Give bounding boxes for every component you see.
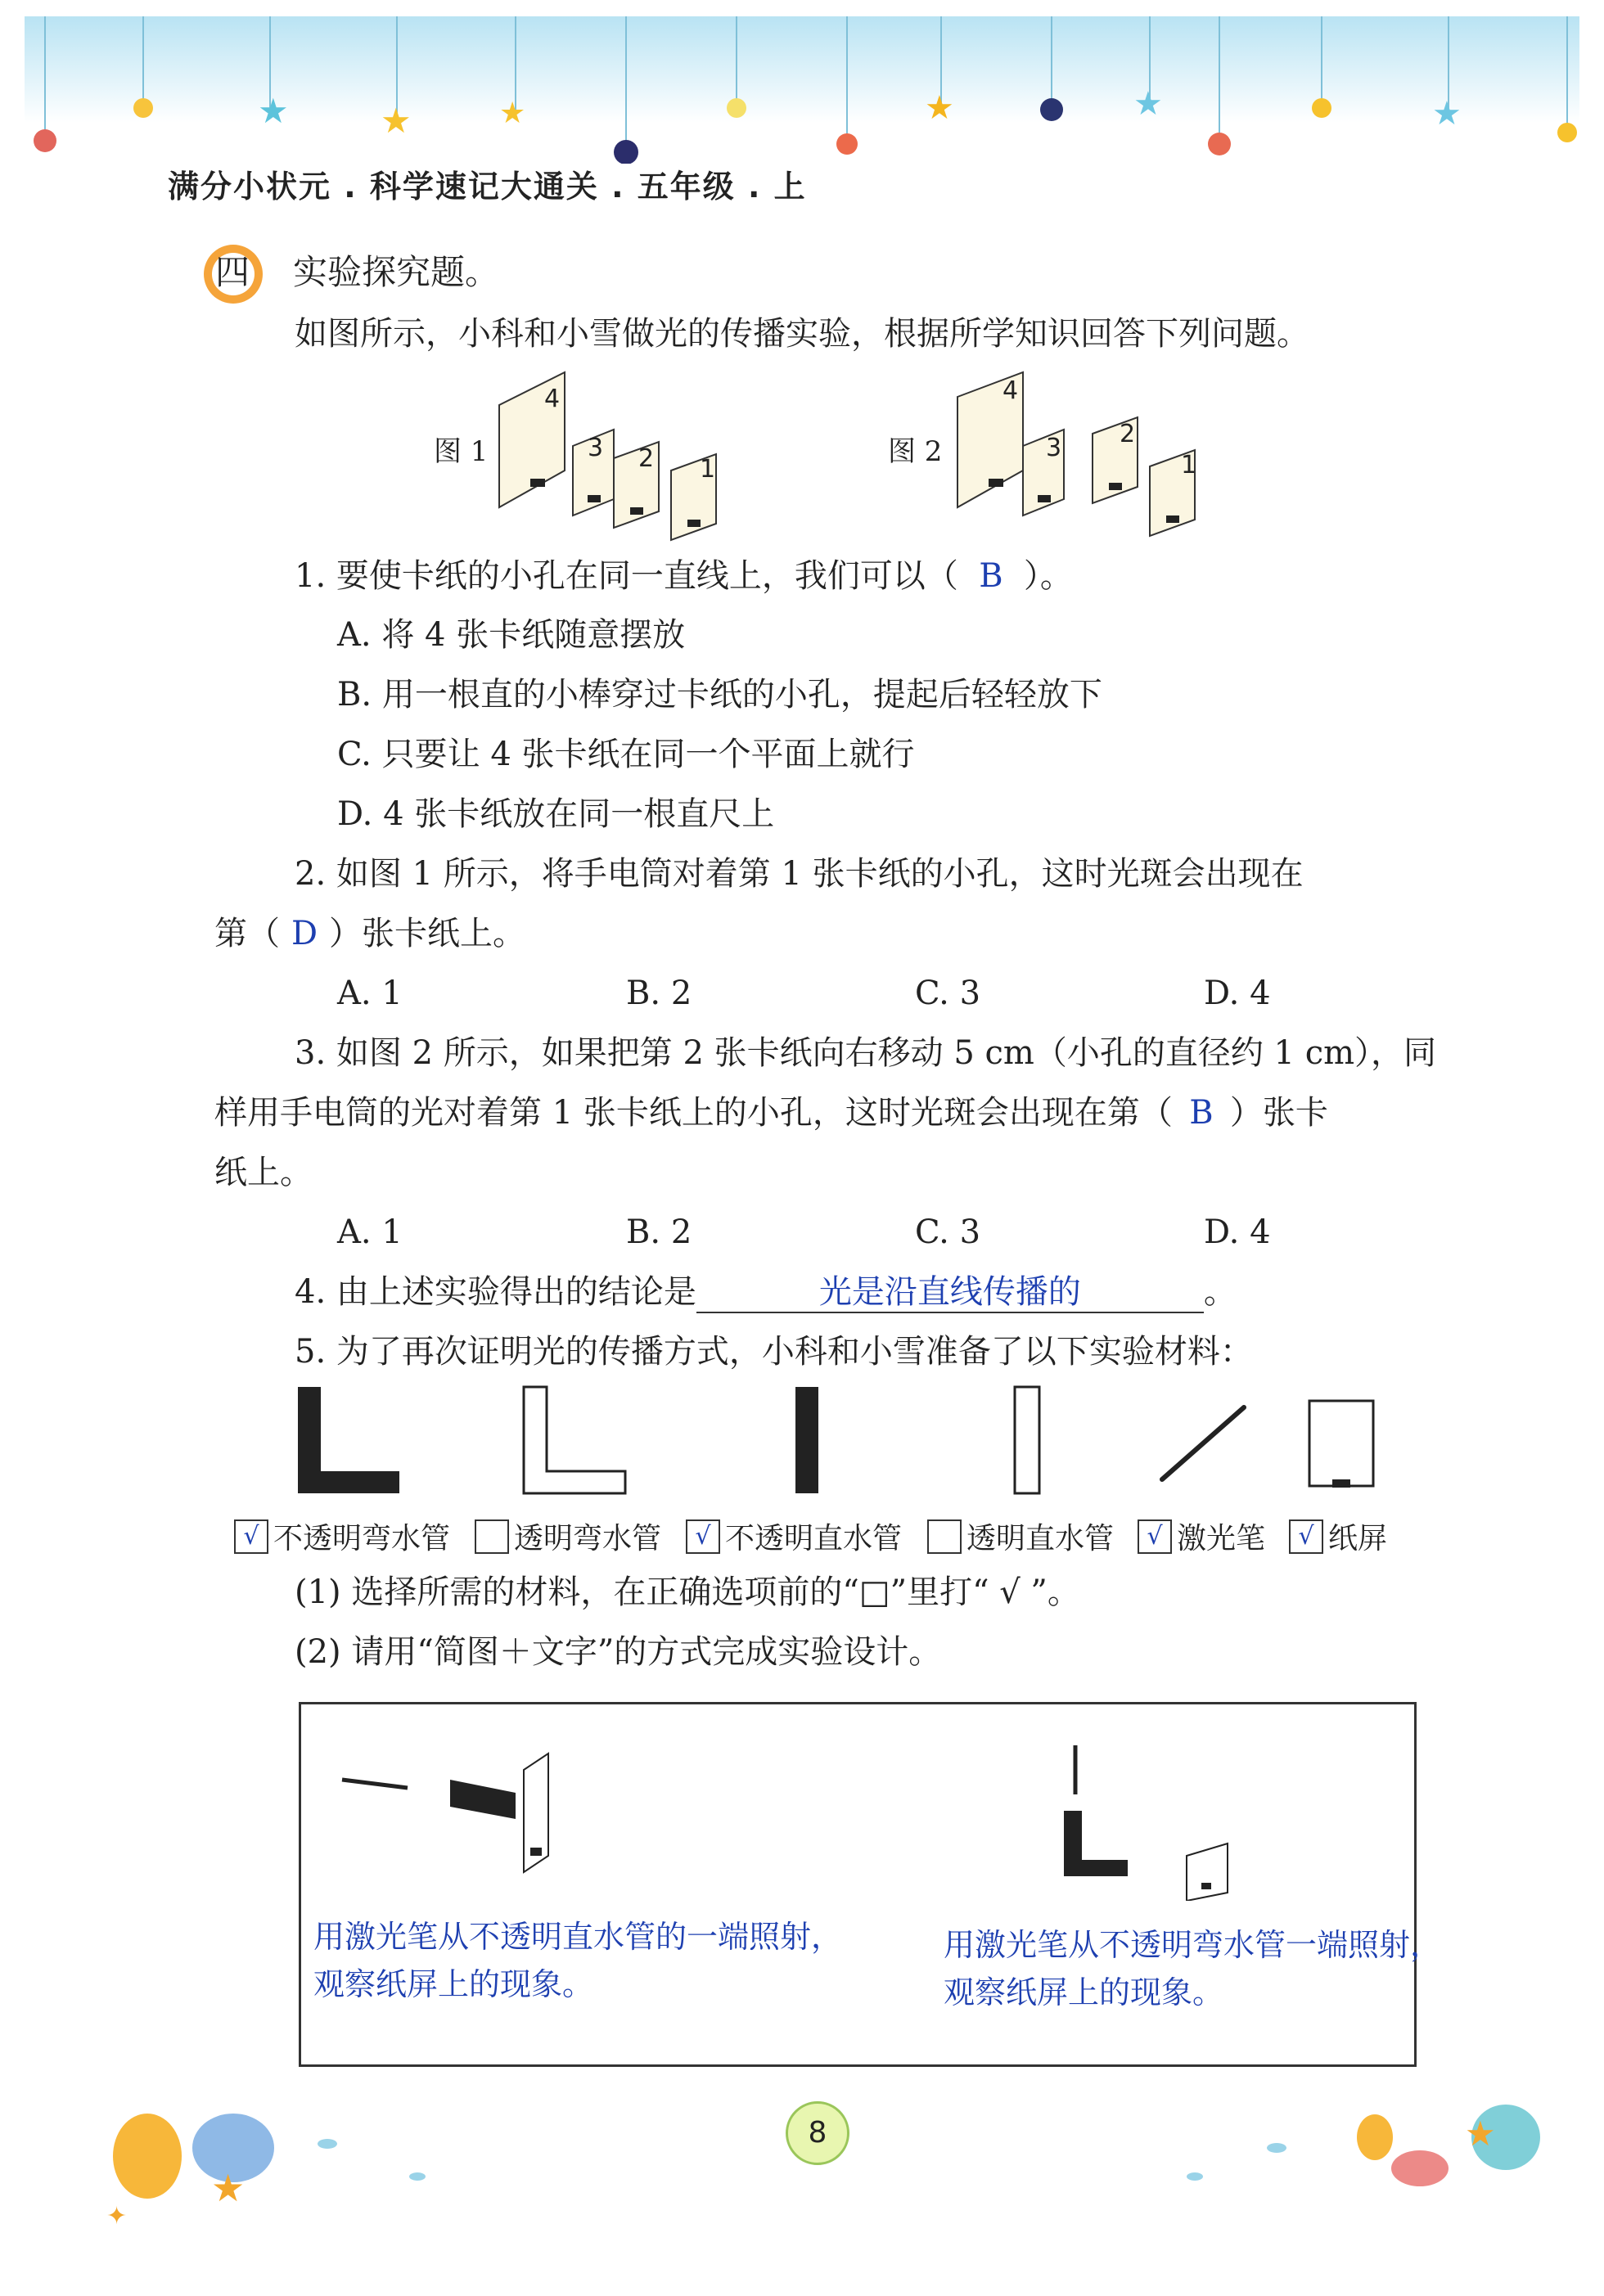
q2-answer: D (291, 915, 318, 952)
svg-text:✦: ✦ (106, 2202, 128, 2231)
checkbox[interactable]: √ (1289, 1519, 1323, 1554)
opaque-straight-pipe-icon (795, 1387, 818, 1493)
material-option-transparent-bent-pipe[interactable]: 透明弯水管 (475, 1515, 661, 1557)
section-number: 四 (215, 252, 250, 292)
page-number: 8 (786, 2101, 849, 2165)
design-right-sketch (1046, 1737, 1308, 1901)
q3-stem-line1: 3. 如图 2 所示，如果把第 2 张卡纸向右移动 5 cm（小孔的直径约 1 cm），同 (295, 1034, 1437, 1072)
q2-stem-after: ）张卡纸上。 (329, 915, 525, 952)
q3-option-b: B. 2 (626, 1213, 692, 1251)
q1-option-c: C. 只要让 4 张卡纸在同一个平面上就行 (337, 736, 915, 773)
book-header-title: 满分小状元 . 科学速记大通关 . 五年级 . 上 (168, 169, 807, 205)
q2-stem-before: 第（ (214, 915, 280, 952)
q3-stem-after: ）张卡 (1229, 1094, 1328, 1132)
q2-option-c: C. 3 (915, 975, 981, 1012)
opaque-bent-pipe-icon (298, 1387, 399, 1493)
design-left-sketch (334, 1729, 563, 1876)
design-right-line1: 用激光笔从不透明弯水管一端照射， (944, 1927, 1442, 1963)
transparent-straight-pipe-icon (1015, 1387, 1039, 1493)
figure-2-label: 图 2 (888, 435, 943, 468)
q5-stem: 5. 为了再次证明光的传播方式，小科和小雪准备了以下实验材料： (295, 1333, 1253, 1371)
q2-stem-line2 (214, 914, 525, 953)
q3-option-a: A. 1 (337, 1213, 403, 1251)
q3-stem-before: 样用手电筒的光对着第 1 张卡纸上的小孔，这时光斑会出现在第（ (214, 1094, 1173, 1132)
q2-option-a: A. 1 (337, 975, 403, 1012)
card-4-number: 4 (1002, 376, 1019, 405)
intro-text: 如图所示，小科和小雪做光的传播实验，根据所学知识回答下列问题。 (295, 315, 1309, 353)
experiment-design-box (299, 1702, 1442, 2067)
card-1-number: 1 (1181, 451, 1197, 479)
q3-option-d: D. 4 (1204, 1213, 1271, 1251)
checkbox[interactable]: √ (686, 1519, 720, 1554)
q1-option-a: A. 将 4 张卡纸随意摆放 (337, 616, 686, 654)
q1-option-b: B. 用一根直的小棒穿过卡纸的小孔，提起后轻轻放下 (337, 676, 1102, 714)
material-option-laser-pen[interactable]: √ 激光笔 (1138, 1515, 1265, 1557)
material-option-opaque-straight-pipe[interactable]: √ 不透明直水管 (686, 1515, 902, 1557)
laser-pen-icon (1162, 1407, 1244, 1479)
svg-text:★: ★ (258, 91, 289, 131)
card-3-number: 3 (588, 434, 604, 462)
material-option-transparent-straight-pipe[interactable]: 透明直水管 (927, 1515, 1114, 1557)
q1-option-d: D. 4 张卡纸放在同一根直尺上 (337, 795, 775, 833)
checkbox[interactable] (927, 1519, 962, 1554)
transparent-bent-pipe-icon (524, 1387, 625, 1493)
material-option-opaque-bent-pipe[interactable]: √ 不透明弯水管 (234, 1515, 450, 1557)
q3-option-c: C. 3 (915, 1213, 981, 1251)
q1-answer: B (979, 557, 1003, 595)
checkbox[interactable]: √ (1138, 1519, 1172, 1554)
figure-2-cards (949, 364, 1211, 544)
checkbox[interactable] (475, 1519, 509, 1554)
design-right-line2: 观察纸屏上的现象。 (944, 1974, 1224, 2010)
q5-sub-question-1: (1) 选择所需的材料，在正确选项前的“□”里打“ √ ”。 (295, 1573, 1080, 1611)
card-1-number: 1 (700, 455, 716, 484)
materials-illustration (286, 1383, 1391, 1506)
q3-answer: B (1189, 1094, 1214, 1132)
figure-1-label: 图 1 (434, 435, 489, 468)
svg-text:★: ★ (1465, 2114, 1496, 2154)
q5-sub-question-2: (2) 请用“简图＋文字”的方式完成实验设计。 (295, 1633, 942, 1671)
q2-stem-line1: 2. 如图 1 所示，将手电筒对着第 1 张卡纸的小孔，这时光斑会出现在 (295, 855, 1304, 893)
section-title: 实验探究题。 (293, 252, 500, 292)
q4-stem (295, 1272, 1237, 1313)
material-option-paper-screen[interactable]: √ 纸屏 (1289, 1515, 1387, 1557)
svg-text:★: ★ (1432, 95, 1462, 133)
design-left-line2: 观察纸屏上的现象。 (313, 1966, 594, 2002)
q2-option-d: D. 4 (1204, 975, 1271, 1012)
svg-text:★: ★ (925, 89, 954, 127)
q1-stem (295, 556, 1073, 596)
header-decoration (0, 0, 1604, 164)
q3-stem-line3: 纸上。 (214, 1154, 313, 1191)
q4-stem-after: 。 (1203, 1273, 1237, 1311)
q4-answer-blank: 光是沿直线传播的 (696, 1272, 1204, 1313)
checkbox[interactable]: √ (234, 1519, 268, 1554)
card-3-number: 3 (1046, 434, 1062, 462)
svg-text:★: ★ (499, 97, 526, 130)
card-2-number: 2 (1120, 420, 1136, 448)
svg-text:★: ★ (211, 2166, 246, 2210)
paper-screen-icon (1309, 1401, 1373, 1488)
svg-text:★: ★ (1133, 85, 1163, 123)
design-left-line1: 用激光笔从不透明直水管的一端照射， (313, 1919, 843, 1955)
q1-stem-after: ）。 (1023, 557, 1073, 595)
q2-option-b: B. 2 (626, 975, 692, 1012)
q3-stem-line2 (214, 1093, 1328, 1132)
q1-stem-before: 1. 要使卡纸的小孔在同一直线上，我们可以（ (295, 557, 958, 595)
svg-text:★: ★ (381, 101, 412, 141)
figure-1-cards (491, 364, 737, 544)
q4-stem-before: 4. 由上述实验得出的结论是 (295, 1273, 696, 1311)
card-4-number: 4 (544, 385, 561, 413)
card-2-number: 2 (638, 444, 655, 473)
